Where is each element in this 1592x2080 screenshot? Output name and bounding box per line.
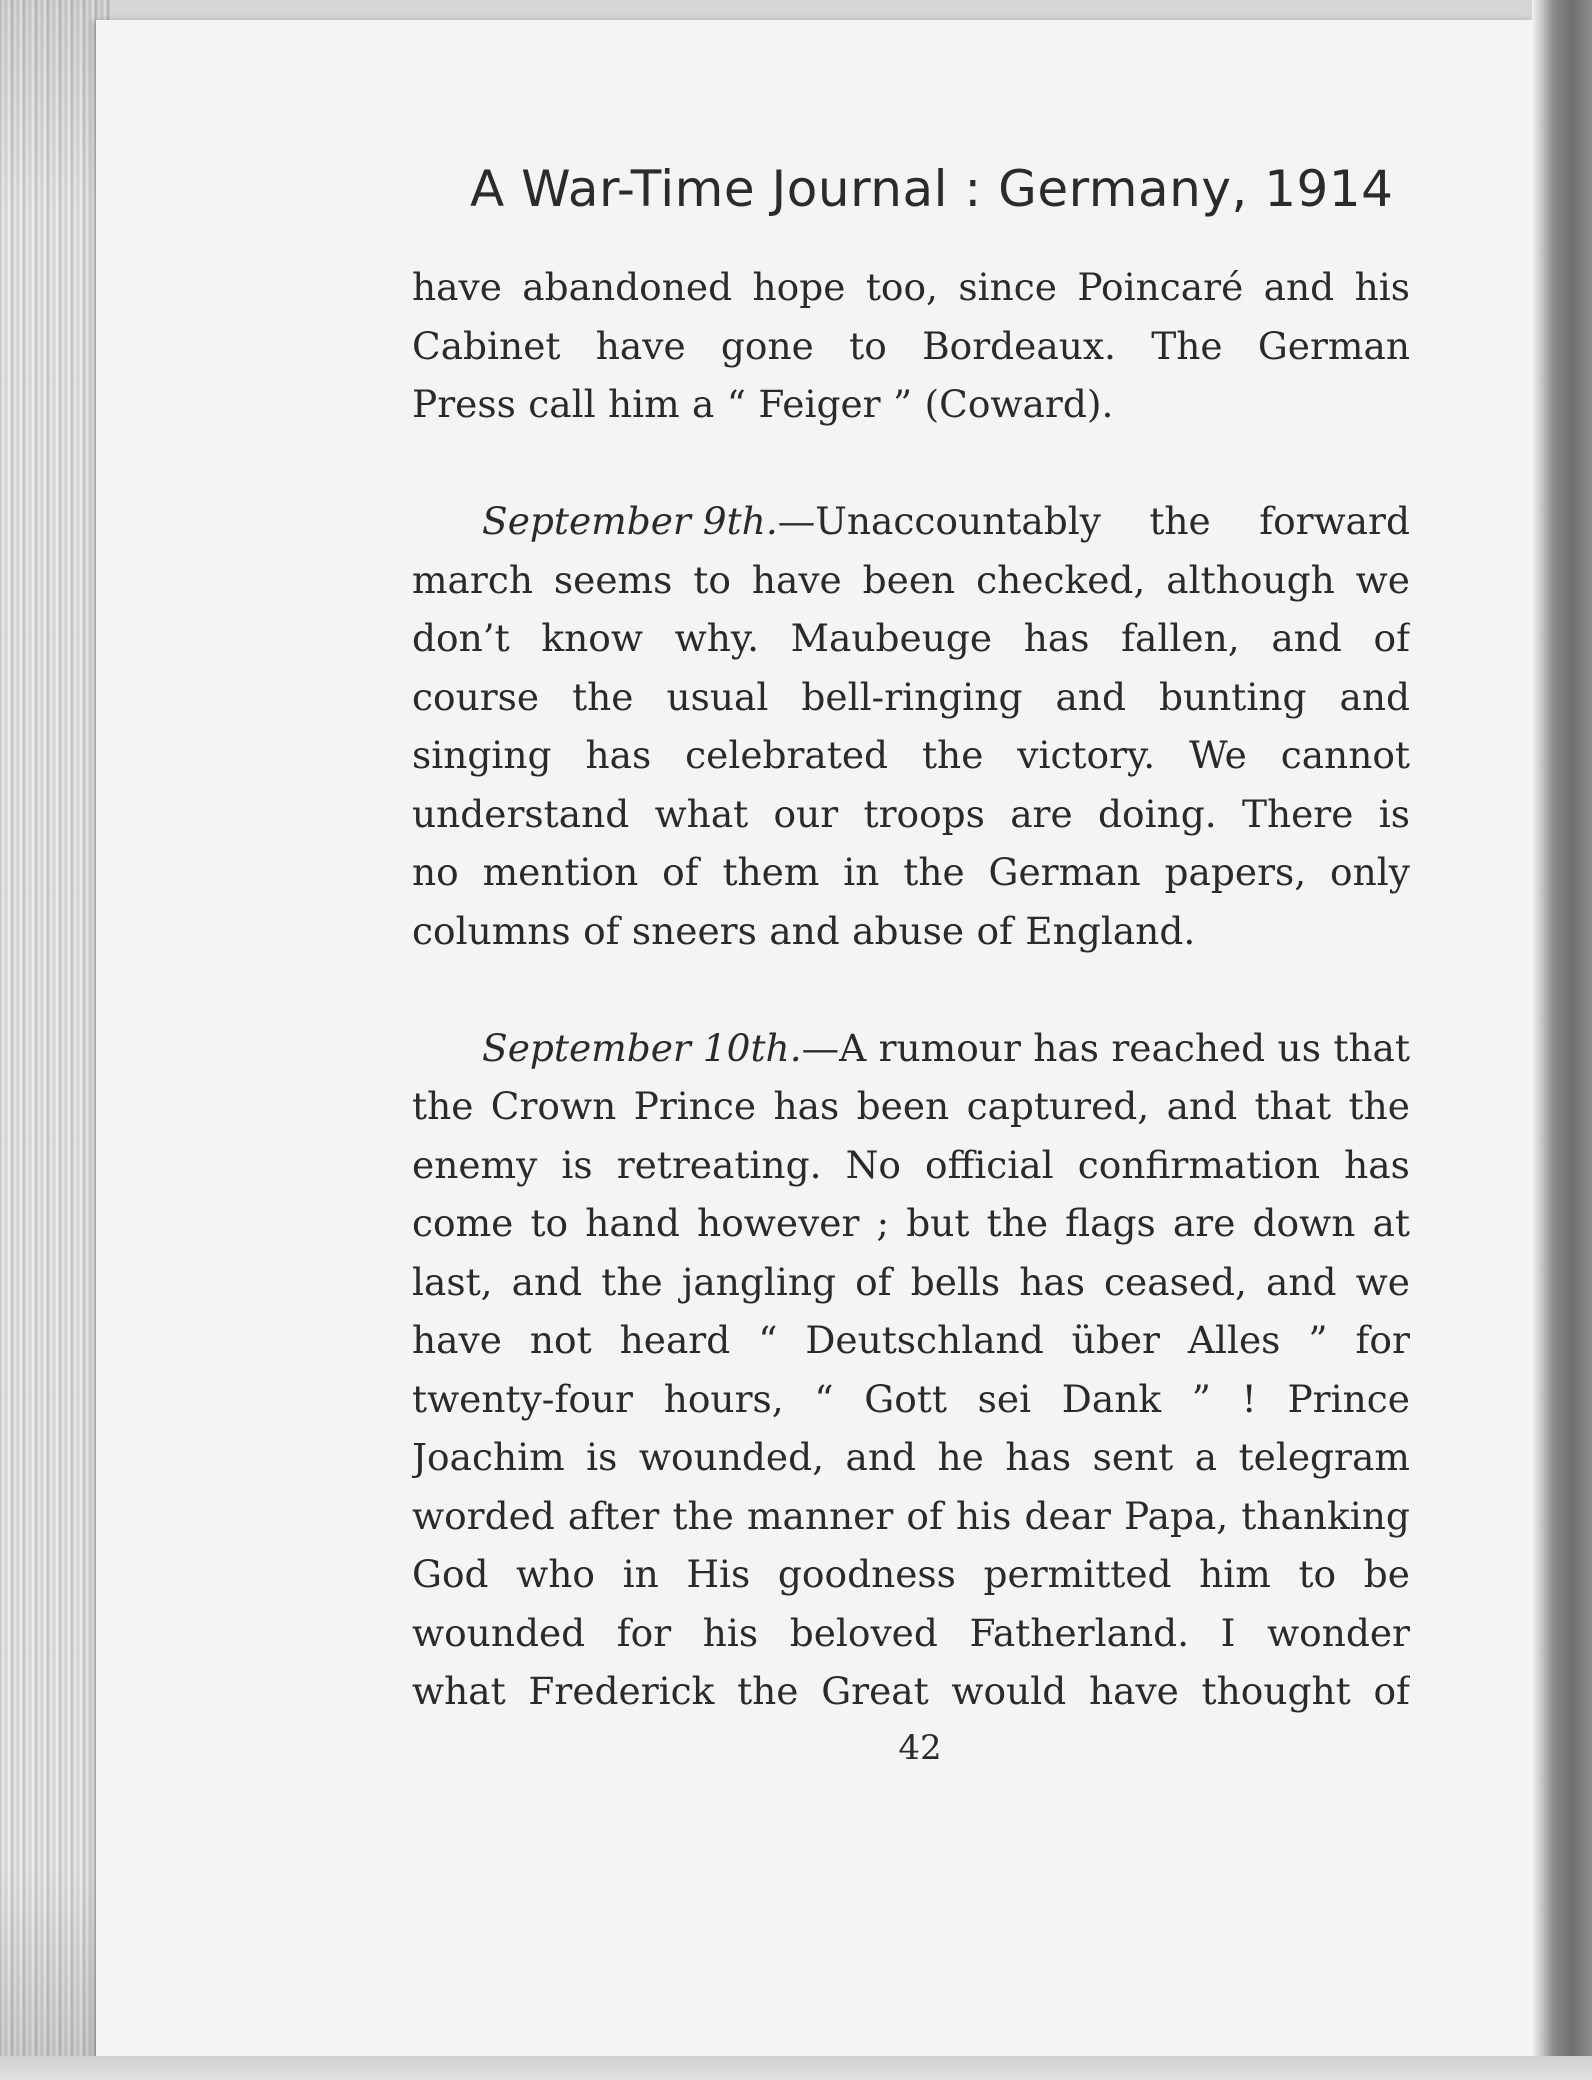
word: “ <box>758 1318 778 1362</box>
word: of <box>976 908 1013 953</box>
text-line <box>412 1253 1410 1312</box>
word: down <box>1252 1201 1356 1245</box>
bottom-edge <box>0 2056 1592 2080</box>
word: rumour <box>878 1025 1021 1070</box>
word: the <box>572 674 634 719</box>
text-line <box>412 1311 1410 1370</box>
entry-date-word: September 9th.—Unaccountably <box>482 499 1101 543</box>
word: manner <box>746 1493 894 1538</box>
word: We <box>1189 733 1247 777</box>
word: the <box>903 850 965 894</box>
word: that <box>1254 1084 1332 1128</box>
word: of <box>906 1493 943 1538</box>
word: call <box>528 382 596 426</box>
text-line <box>412 1194 1410 1253</box>
word: Crown <box>490 1084 617 1128</box>
word: usual <box>666 674 769 719</box>
word: cannot <box>1280 733 1410 777</box>
word: reached <box>1111 1025 1266 1070</box>
word: Fatherland. <box>969 1610 1190 1655</box>
word: gone <box>720 323 814 368</box>
word: sneers <box>631 908 757 953</box>
word: sent <box>1092 1435 1174 1479</box>
word: wounded <box>412 1610 586 1655</box>
word: is <box>586 1435 618 1479</box>
entry-date: September 10th. <box>482 1025 802 1070</box>
word: he <box>937 1435 984 1479</box>
word: papers, <box>1164 850 1307 894</box>
text-line <box>412 668 1410 727</box>
word: hope <box>752 265 846 309</box>
word: us <box>1277 1025 1321 1070</box>
word: has <box>773 1084 840 1128</box>
word: what <box>654 791 749 836</box>
word: über <box>1071 1318 1160 1362</box>
word: have <box>412 1318 502 1362</box>
word: him <box>607 382 680 426</box>
word: Alles <box>1187 1318 1281 1362</box>
word: and <box>1271 616 1342 660</box>
text-line <box>412 726 1410 785</box>
word: troops <box>863 791 985 836</box>
word: but <box>906 1201 970 1245</box>
text-line <box>412 843 1410 902</box>
text-line <box>412 1370 1410 1429</box>
word: columns <box>412 908 571 953</box>
word: thought <box>1201 1669 1351 1713</box>
text-line <box>412 1545 1410 1604</box>
word: don’t <box>412 616 510 660</box>
text-line <box>412 492 1410 551</box>
page-edges <box>0 0 110 2080</box>
word: wonder <box>1267 1610 1410 1655</box>
word: Bordeaux. <box>922 323 1116 368</box>
word: and <box>1055 674 1126 719</box>
word: There <box>1241 791 1354 836</box>
text-line <box>412 1662 1410 1721</box>
word: goodness <box>777 1552 956 1596</box>
word: too, <box>865 265 938 309</box>
word: abuse <box>852 908 965 953</box>
word: No <box>845 1142 901 1187</box>
paragraph <box>412 1019 1410 1721</box>
word: abandoned <box>522 265 733 309</box>
word: the <box>412 1084 474 1128</box>
word: thanking <box>1241 1493 1410 1538</box>
word: Prince <box>1287 1376 1410 1421</box>
word: a <box>692 382 715 426</box>
word: the <box>921 733 984 777</box>
word: and <box>1263 265 1335 309</box>
word: the <box>601 1259 663 1304</box>
word: Feiger <box>758 382 881 426</box>
word: a <box>1194 1435 1218 1479</box>
word: to <box>849 323 887 368</box>
word: only <box>1330 850 1410 894</box>
word: Press <box>412 382 516 426</box>
word: come <box>412 1201 514 1245</box>
text-line <box>412 1604 1410 1663</box>
word: his <box>1354 265 1410 309</box>
word: why. <box>674 616 759 660</box>
word: captured, <box>966 1084 1150 1128</box>
word: our <box>773 791 839 836</box>
word: him <box>1199 1552 1271 1596</box>
word: is <box>1378 791 1410 836</box>
word: for <box>1355 1318 1410 1362</box>
word: has <box>1005 1435 1072 1479</box>
word: wounded, <box>638 1435 825 1479</box>
text-line <box>412 375 1410 434</box>
word: telegram <box>1238 1435 1410 1479</box>
word: last, <box>412 1259 493 1304</box>
word: permitted <box>983 1552 1172 1596</box>
word: is <box>561 1142 593 1187</box>
word: after <box>567 1493 660 1538</box>
word: be <box>1363 1552 1410 1596</box>
word: hand <box>585 1201 680 1245</box>
word: what <box>412 1669 506 1713</box>
word: march <box>412 557 533 602</box>
word: bells <box>910 1259 1001 1304</box>
word: have <box>412 265 502 309</box>
entry-date-word: September 10th.—A <box>482 1025 867 1070</box>
word: dear <box>1024 1493 1111 1538</box>
word: Joachim <box>412 1435 565 1479</box>
word: since <box>958 265 1057 309</box>
word: understand <box>412 791 630 836</box>
word: we <box>1355 557 1410 602</box>
word: and <box>769 908 840 953</box>
word: sei <box>977 1376 1032 1421</box>
word: to <box>1298 1552 1337 1596</box>
word: His <box>686 1552 751 1596</box>
word: checked, <box>976 557 1146 602</box>
text-line <box>412 1428 1410 1487</box>
word: to <box>530 1201 569 1245</box>
word: his <box>955 1493 1012 1538</box>
word: ; <box>876 1201 890 1245</box>
word: bell-ringing <box>801 674 1023 719</box>
book-cover-edge <box>1532 0 1592 2080</box>
word: course <box>412 674 540 719</box>
word: jangling <box>681 1259 837 1304</box>
word: are <box>1010 791 1073 836</box>
word: have <box>595 323 686 368</box>
word: ” <box>1308 1318 1328 1362</box>
text-line <box>412 902 1410 961</box>
word: the <box>737 1669 799 1713</box>
word: however <box>697 1201 860 1245</box>
word: German <box>1257 323 1410 368</box>
word: been <box>862 557 956 602</box>
word: ! <box>1241 1376 1257 1421</box>
word: England. <box>1025 908 1196 953</box>
word: has <box>1033 1025 1099 1070</box>
word: twenty-four <box>412 1376 633 1421</box>
word: enemy <box>412 1142 538 1187</box>
word: doing. <box>1097 791 1217 836</box>
word: has <box>1023 616 1090 660</box>
text-line <box>412 551 1410 610</box>
word: would <box>951 1669 1067 1713</box>
word: heard <box>619 1318 731 1362</box>
word: has <box>1344 1142 1410 1187</box>
word: Gott <box>864 1376 947 1421</box>
word: “ <box>726 382 746 426</box>
word: Prince <box>633 1084 757 1128</box>
word: seems <box>553 557 673 602</box>
word: of <box>1373 1669 1410 1713</box>
text-line <box>412 1487 1410 1546</box>
page-number: 42 <box>898 1728 942 1768</box>
word: mention <box>482 850 639 894</box>
text-line <box>412 258 1410 317</box>
word: have <box>751 557 842 602</box>
word: Papa, <box>1124 1493 1229 1538</box>
word: in <box>843 850 880 894</box>
text-line <box>412 1019 1410 1078</box>
word: for <box>616 1610 672 1655</box>
word: and <box>1266 1259 1337 1304</box>
word: to <box>693 557 731 602</box>
word: beloved <box>789 1610 938 1655</box>
text-line <box>412 317 1410 376</box>
word: ” <box>892 382 913 426</box>
word: of <box>662 850 699 894</box>
word: of <box>855 1259 892 1304</box>
word: the <box>1348 1084 1410 1128</box>
word: and <box>1339 674 1410 719</box>
word: Cabinet <box>412 323 561 368</box>
word: who <box>516 1552 595 1596</box>
word: the <box>1149 499 1211 543</box>
word: been <box>856 1084 950 1128</box>
word: know <box>541 616 643 660</box>
word: forward <box>1259 499 1410 543</box>
entry-date: September 9th. <box>482 499 778 543</box>
word: “ <box>814 1376 834 1421</box>
word: have <box>1088 1669 1179 1713</box>
word: in <box>622 1552 659 1596</box>
word: fallen, <box>1121 616 1240 660</box>
text-line <box>412 609 1410 668</box>
word: Deutschland <box>805 1318 1044 1362</box>
word: victory. <box>1017 733 1156 777</box>
word: his <box>702 1610 759 1655</box>
word: worded <box>412 1493 555 1538</box>
word: I <box>1220 1610 1236 1655</box>
word: and <box>1166 1084 1238 1128</box>
word: hours, <box>663 1376 784 1421</box>
word: no <box>412 850 459 894</box>
word: retreating. <box>616 1142 822 1187</box>
word: (Coward). <box>924 382 1114 426</box>
word: Maubeuge <box>790 616 993 660</box>
body-text <box>412 258 1410 1721</box>
word: that <box>1333 1025 1410 1070</box>
word: ” <box>1191 1376 1211 1421</box>
word: bunting <box>1158 674 1307 719</box>
word: the <box>672 1493 734 1538</box>
word: are <box>1172 1201 1236 1245</box>
paragraph <box>412 492 1410 960</box>
word: not <box>529 1318 592 1362</box>
word: Poincaré <box>1077 265 1244 309</box>
text-line <box>412 1077 1410 1136</box>
word: has <box>1019 1259 1085 1304</box>
word: The <box>1151 323 1223 368</box>
word: at <box>1372 1201 1410 1245</box>
word: God <box>412 1552 489 1596</box>
running-head: A War-Time Journal : Germany, 1914 <box>470 160 1394 218</box>
word: celebrated <box>685 733 889 777</box>
paragraph <box>412 258 1410 434</box>
word: has <box>585 733 652 777</box>
word: confirmation <box>1077 1142 1321 1187</box>
word: German <box>988 850 1141 894</box>
word: of <box>583 908 620 953</box>
word: of <box>1373 616 1410 660</box>
word: official <box>925 1142 1054 1187</box>
word: although <box>1166 557 1335 602</box>
word: and <box>845 1435 917 1479</box>
word: we <box>1355 1259 1410 1304</box>
word: Dank <box>1061 1376 1162 1421</box>
word: flags <box>1065 1201 1156 1245</box>
word: and <box>511 1259 583 1304</box>
word: the <box>986 1201 1049 1245</box>
word: Great <box>821 1669 929 1713</box>
word: singing <box>412 733 552 777</box>
word: them <box>722 850 820 894</box>
text-line <box>412 1136 1410 1195</box>
text-line <box>412 785 1410 844</box>
word: ceased, <box>1104 1259 1247 1304</box>
word: Frederick <box>528 1669 715 1713</box>
